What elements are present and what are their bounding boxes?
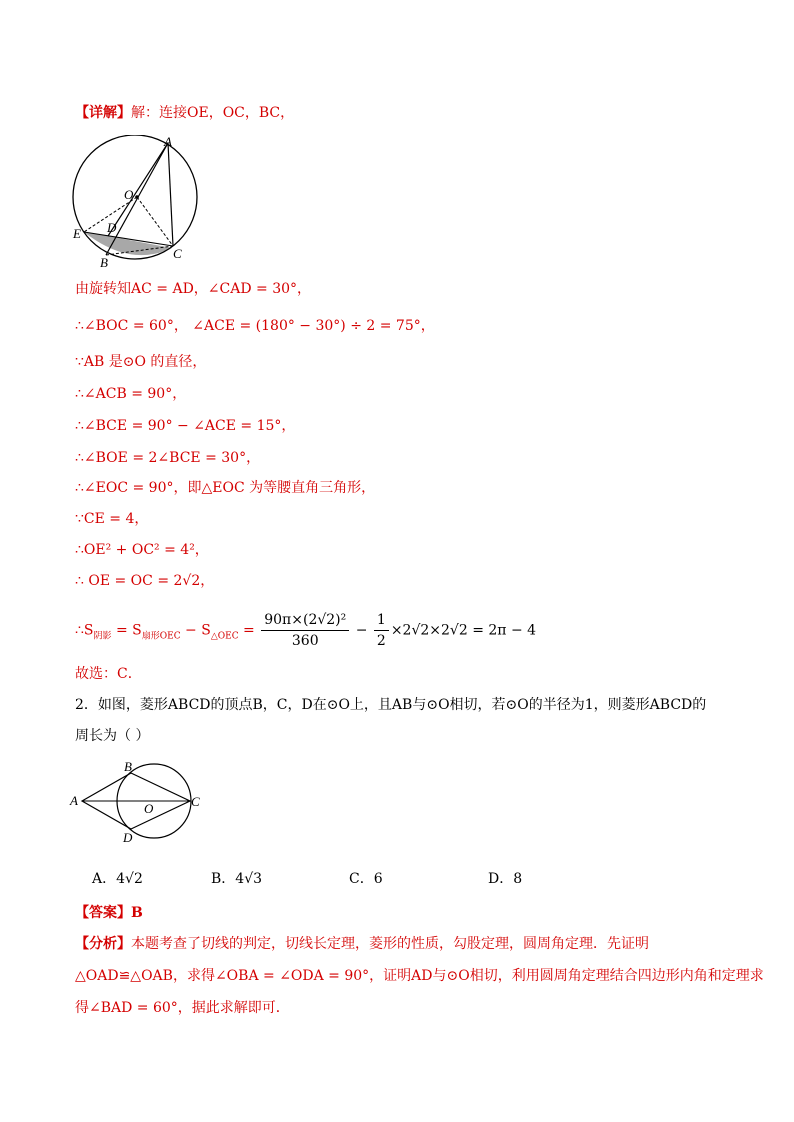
formula-half xyxy=(374,610,389,651)
answer-line xyxy=(75,903,143,923)
formula-rest: ×2√2×2√2 = 2π − 4 xyxy=(390,622,537,639)
option-d-value: 8 xyxy=(513,871,523,887)
option-b[interactable] xyxy=(211,868,262,888)
formula-fraction xyxy=(261,610,349,651)
detail-heading xyxy=(75,103,294,123)
segment-ad xyxy=(108,143,168,236)
formula-sub-shadow: 阴影 xyxy=(93,631,112,642)
segment-ab xyxy=(106,143,168,255)
step-1: 由旋转知AC = AD，∠CAD = 30°， xyxy=(75,281,312,297)
label-d: D xyxy=(107,220,117,235)
step-3: ∵AB 是⊙O 的直径， xyxy=(75,354,207,370)
formula-sub-sector: 扇形OEC xyxy=(141,631,181,642)
fig2-label-o: O xyxy=(144,801,154,816)
analysis-line2: △OAD≌△OAB，求得∠OBA = ∠ODA = 90°，证明AD与⊙O相切，利用圆周角定理结合四边形内角和定理求 xyxy=(75,968,764,984)
figure-circle-rotation xyxy=(70,135,210,275)
question2-line1: 2．如图，菱形ABCD的顶点B，C，D在⊙O上，且AB与⊙O相切，若⊙O的半径为1，则菱形ABCD的 xyxy=(75,697,707,713)
step-5: ∴∠BCE = 90° − ∠ACE = 15°， xyxy=(75,418,296,434)
option-d[interactable] xyxy=(488,868,522,888)
option-c-letter: C． xyxy=(349,871,374,887)
step-9: ∴OE² + OC² = 4²， xyxy=(75,542,209,558)
figure-rhombus-circle xyxy=(68,755,208,845)
step-6: ∴∠BOE = 2∠BCE = 30°， xyxy=(75,450,261,466)
formula-minus: − S xyxy=(180,622,211,639)
step-4: ∴∠ACB = 90°， xyxy=(75,386,187,402)
formula-minus2: − xyxy=(351,622,372,639)
half-numerator: 1 xyxy=(374,610,389,631)
point-o xyxy=(135,195,139,199)
fraction-denominator: 360 xyxy=(291,633,319,649)
label-a: A xyxy=(164,135,172,149)
segment-oc xyxy=(137,197,173,246)
fig2-label-d: D xyxy=(123,830,133,845)
answer-tag: 【答案】 xyxy=(75,905,131,921)
detail-intro: 解：连接OE，OC，BC， xyxy=(131,105,295,121)
fig2-label-a: A xyxy=(70,793,78,808)
label-c: C xyxy=(173,246,182,261)
step-8: ∵CE = 4， xyxy=(75,511,149,527)
option-d-letter: D． xyxy=(488,871,514,887)
option-a-value: 4√2 xyxy=(116,871,143,887)
option-a-letter: A． xyxy=(92,871,117,887)
analysis-text-1: 本题考查了切线的判定，切线长定理，菱形的性质，勾股定理，圆周角定理．先证明 xyxy=(131,936,649,952)
analysis-tag: 【分析】 xyxy=(75,936,131,952)
option-b-letter: B． xyxy=(211,871,236,887)
half-denominator: 2 xyxy=(376,633,386,649)
analysis-line3: 得∠BAD = 60°，据此求解即可． xyxy=(75,1000,290,1016)
formula-sub-triangle: △OEC xyxy=(210,631,239,642)
formula-eq2: = xyxy=(238,622,260,639)
step-7: ∴∠EOC = 90°，即△EOC 为等腰直角三角形， xyxy=(75,480,376,496)
step-10: ∴ OE = OC = 2√2， xyxy=(75,573,215,589)
step-2: ∴∠BOC = 60°， ∠ACE = (180° − 30°) ÷ 2 = 75°， xyxy=(75,318,435,334)
formula-prefix: ∴S xyxy=(75,622,94,639)
option-b-value: 4√3 xyxy=(235,871,263,887)
detail-tag: 【详解】 xyxy=(75,105,131,121)
option-c[interactable] xyxy=(349,868,383,888)
fig2-label-c: C xyxy=(191,794,200,809)
option-c-value: 6 xyxy=(373,871,383,887)
answer-value: B xyxy=(131,905,143,921)
label-b: B xyxy=(100,255,108,270)
option-a[interactable] xyxy=(92,868,143,888)
question2-line2: 周长为（ ） xyxy=(75,728,150,744)
fig2-label-b: B xyxy=(124,759,132,774)
label-e: E xyxy=(73,226,81,241)
label-o: O xyxy=(124,187,134,202)
area-formula xyxy=(75,610,536,651)
fraction-numerator: 90π×(2√2)² xyxy=(261,610,349,631)
analysis-line1 xyxy=(75,934,649,954)
detail-answer: 故选：C． xyxy=(75,666,142,682)
formula-eq1: = S xyxy=(111,622,142,639)
segment-ac xyxy=(168,143,173,246)
